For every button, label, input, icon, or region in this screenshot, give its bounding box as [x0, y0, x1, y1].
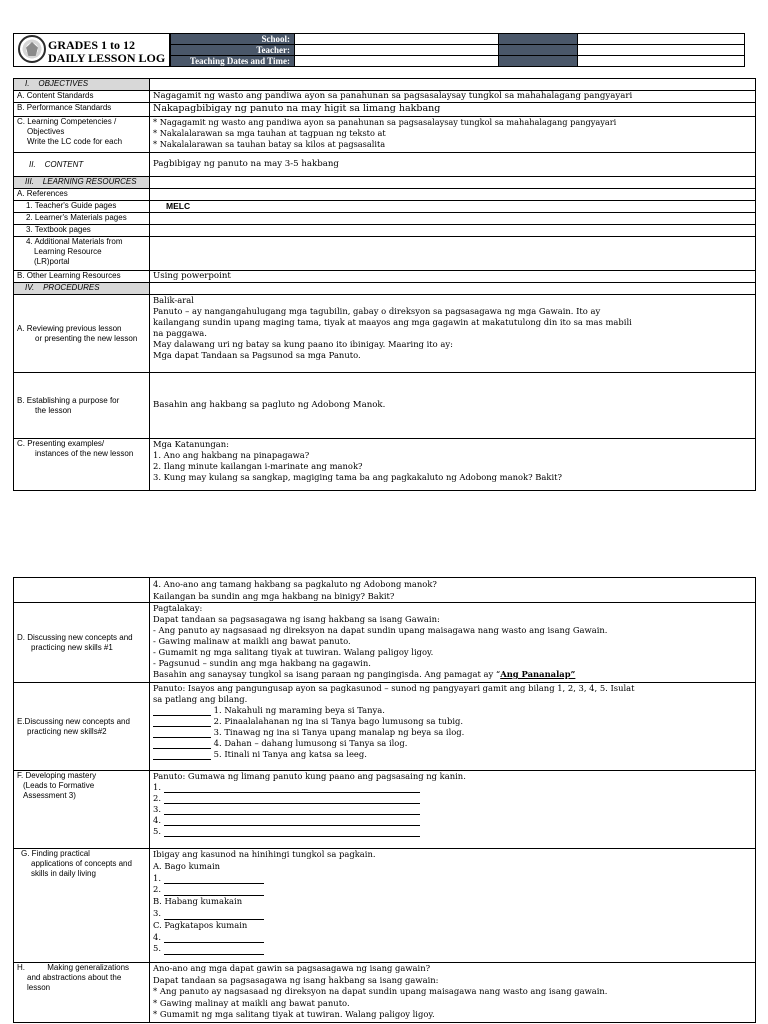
- header-cell: [499, 56, 578, 67]
- answer-line[interactable]: [164, 827, 420, 837]
- generalizations-label: H. Making generalizations and abstractions about the lesson: [14, 963, 150, 1023]
- additional-materials-label: 4. Additional Materials from Learning Resource (LR)portal: [14, 237, 150, 271]
- empty-cell: [150, 79, 756, 91]
- establishing-purpose-value: Basahin ang hakbang sa pagluto ng Adobong Manok.: [150, 373, 756, 439]
- learning-competencies-row: [14, 117, 756, 153]
- teachers-guide-row: [14, 201, 756, 213]
- objectives-heading: I. OBJECTIVES: [14, 79, 150, 91]
- content-row: [14, 153, 756, 177]
- content-standards-row: [14, 91, 756, 103]
- dates-label: Teaching Dates and Time:: [171, 56, 295, 67]
- practical-applications-row: [14, 849, 756, 963]
- objectives-row: [14, 79, 756, 91]
- answer-blank[interactable]: [153, 728, 211, 738]
- establishing-purpose-label: B. Establishing a purpose for the lesson: [14, 373, 150, 439]
- answer-line[interactable]: [164, 783, 420, 793]
- references-row: [14, 189, 756, 201]
- developing-mastery-label: F. Developing mastery (Leads to Formative Assessment 3): [14, 771, 150, 849]
- other-resources-label: B. Other Learning Resources: [14, 271, 150, 283]
- references-label: A. References: [14, 189, 150, 201]
- empty-cell: [150, 213, 756, 225]
- answer-line[interactable]: [164, 816, 420, 826]
- answer-blank[interactable]: [153, 739, 211, 749]
- dates-field[interactable]: [295, 56, 499, 67]
- discussing-concepts-1-row: [14, 603, 756, 683]
- answer-line[interactable]: [164, 794, 420, 804]
- learning-area-field[interactable]: [578, 45, 745, 56]
- teacher-field[interactable]: [295, 45, 499, 56]
- learning-resources-heading: III. LEARNING RESOURCES: [14, 177, 150, 189]
- presenting-examples-row: [14, 439, 756, 491]
- story-title: Ang Pananalap”: [500, 669, 576, 679]
- competency-item: * Nakalalarawan sa tauhan batay sa kilos at pagsasalita: [153, 139, 386, 149]
- practical-applications-label: G. Finding practical applications of concepts and skills in daily living: [14, 849, 150, 963]
- teachers-guide-label: 1. Teacher's Guide pages: [14, 201, 150, 213]
- answer-line[interactable]: [164, 933, 264, 943]
- presenting-examples-cont-value: 4. Ano-ano ang tamang hakbang sa pagkaluto ng Adobong manok? Kailangan ba sundin ang mga hakbang na binigy? Bakit?: [150, 578, 756, 603]
- empty-cell: [150, 237, 756, 271]
- header-meta-table: [170, 33, 745, 67]
- developing-mastery-row: [14, 771, 756, 849]
- header-cell: [499, 34, 578, 45]
- teachers-guide-value: MELC: [150, 201, 756, 213]
- presenting-examples-label: C. Presenting examples/ instances of the new lesson: [14, 439, 150, 491]
- answer-line[interactable]: [164, 886, 264, 896]
- practical-applications-value: Ibigay ang kasunod na hinihingi tungkol sa pagkain. A. Bago kumain 1. 2. B. Habang kumakain 3. C. Pagkatapos kumain 4. 5.: [150, 849, 756, 963]
- learning-competencies-value: [150, 117, 756, 153]
- learning-competencies-label: C. Learning Competencies / Objectives Write the LC code for each: [14, 117, 150, 153]
- developing-mastery-value: Panuto: Gumawa ng limang panuto kung paano ang pagsasaing ng kanin. 1. 2. 3. 4. 5.: [150, 771, 756, 849]
- textbook-row: [14, 225, 756, 237]
- learning-resources-row: [14, 177, 756, 189]
- school-label: School:: [171, 34, 295, 45]
- reviewing-lesson-row: [14, 295, 756, 373]
- additional-materials-row: [14, 237, 756, 271]
- school-field[interactable]: [295, 34, 499, 45]
- lesson-table-page-2: [13, 577, 756, 1023]
- quarter-field[interactable]: [578, 56, 745, 67]
- content-standards-value: Nagagamit ng wasto ang pandiwa ayon sa panahunan sa pagsasalaysay tungkol sa mahahalagang pangyayari: [150, 91, 756, 103]
- establishing-purpose-row: [14, 373, 756, 439]
- reviewing-lesson-value: Balik-aral Panuto – ay nangangahulugang mga tagubilin, gabay o direksyon sa pagsasagawa ng mga Gawain. Ito ay kailangang sundin upang maging tama, tiyak at maayos ang mga gagawin at makatutulong din ito sa mas mabili na paggawa. May dalawang uri ng batay sa kung paano ito ibinigay. Maaring ito ay: Mga dapat Tandaan sa Pagsunod sa mga Panuto.: [150, 295, 756, 373]
- log-title: DAILY LESSON LOG: [48, 51, 166, 65]
- discussing-concepts-2-row: [14, 683, 756, 771]
- deped-seal-icon: [18, 35, 46, 63]
- grade-level-field[interactable]: [578, 34, 745, 45]
- content-value: Pagbibigay ng panuto na may 3-5 hakbang: [150, 153, 756, 177]
- teacher-label: Teacher:: [171, 45, 295, 56]
- presenting-examples-cont-row: [14, 578, 756, 603]
- discussing-concepts-2-label: E.Discussing new concepts and practicing new skills#2: [14, 683, 150, 771]
- lesson-table-page-1: [13, 78, 756, 491]
- discussing-concepts-1-value: Pagtalakay: Dapat tandaan sa pagsasagawa ng isang hakbang sa isang Gawain: - Ang panuto ay nagsasaad ng direksyon na dapat sundin upang maisagawa nang wasto ang isang Gawain. - Gawing malinaw at maikli ang bawat panuto. - Gumamit ng mga salitang tiyak at tuwiran. Walang paligoy ligoy. - Pagsunud – sundin ang mga hakbang na gagawin. Basahin ang sanaysay tungkol sa isang paraan ng pangingisda. Ang pamagat ay “Ang Pananalap”: [150, 603, 756, 683]
- generalizations-row: [14, 963, 756, 1023]
- answer-blank[interactable]: [153, 717, 211, 727]
- presenting-examples-value: Mga Katanungan: 1. Ano ang hakbang na pinapagawa? 2. Ilang minute kailangan i-marinate ang manok? 3. Kung may kulang sa sangkap, magiging tama ba ang pagkakaluto ng Adobong manok? Bakit?: [150, 439, 756, 491]
- learners-materials-label: 2. Learner's Materials pages: [14, 213, 150, 225]
- procedures-row: [14, 283, 756, 295]
- performance-standards-label: B. Performance Standards: [14, 103, 150, 117]
- grades-title: GRADES 1 to 12: [48, 38, 136, 52]
- other-resources-row: [14, 271, 756, 283]
- content-heading: II. CONTENT: [14, 153, 150, 177]
- answer-line[interactable]: [164, 874, 264, 884]
- other-resources-value: Using powerpoint: [150, 271, 756, 283]
- content-standards-label: A. Content Standards: [14, 91, 150, 103]
- performance-standards-row: [14, 103, 756, 117]
- procedures-heading: IV. PROCEDURES: [14, 283, 150, 295]
- answer-blank[interactable]: [153, 750, 211, 760]
- empty-cell: [150, 189, 756, 201]
- empty-cell: [14, 578, 150, 603]
- empty-cell: [150, 177, 756, 189]
- empty-cell: [150, 225, 756, 237]
- generalizations-value: Ano-ano ang mga dapat gawin sa pagsasagawa ng isang gawain? Dapat tandaan sa pagsasagawa ng isang hakbang sa isang gawain: * Ang panuto ay nagsasaad ng direksyon na dapat sundin upang maisagawa nang wasto ang isang gawain. * Gawing malinay at maikli ang bawat panuto. * Gumamit ng mga salitang tiyak at tuwiran. Walang paligoy ligoy.: [150, 963, 756, 1023]
- header-cell: [499, 45, 578, 56]
- answer-line[interactable]: [164, 805, 420, 815]
- discussing-concepts-1-label: D. Discussing new concepts and practicing new skills #1: [14, 603, 150, 683]
- discussing-concepts-2-value: Panuto: Isayos ang pangungusap ayon sa pagkasunod – sunod ng pangyayari gamit ang bilang 1, 2, 3, 4, 5. Isulat sa patlang ang bilang. 1. Nakahuli ng maraming beya si Tanya. 2. Pinaalalahanan ng ina si Tanya bago lumusong sa tubig. 3. Tinawag ng ina si Tanya upang manalap ng beya sa ilog. 4. Dahan – dahang lumusong si Tanya sa ilog. 5. Itinali ni Tanya ang katsa sa leeg.: [150, 683, 756, 771]
- answer-blank[interactable]: [153, 706, 211, 716]
- performance-standards-value: Nakapagbibigay ng panuto na may higit sa limang hakbang: [150, 103, 756, 117]
- answer-line[interactable]: [164, 910, 264, 920]
- textbook-label: 3. Textbook pages: [14, 225, 150, 237]
- answer-line[interactable]: [164, 945, 264, 955]
- reviewing-lesson-label: A. Reviewing previous lesson or presenting the new lesson: [14, 295, 150, 373]
- competency-item: * Nakalalarawan sa mga tauhan at tagpuan ng teksto at: [153, 128, 386, 138]
- competency-item: * Nagagamit ng wasto ang pandiwa ayon sa panahunan sa pagsasalaysay tungkol sa mahahalagang pangyayari: [153, 117, 617, 127]
- empty-cell: [150, 283, 756, 295]
- learners-materials-row: [14, 213, 756, 225]
